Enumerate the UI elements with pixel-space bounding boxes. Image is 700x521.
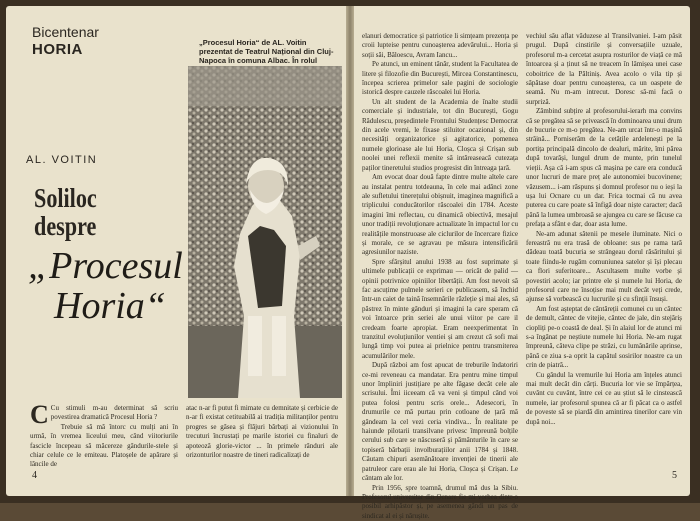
right-col1-para2: Pe atunci, un eminent tânăr, student la Facultatea de litere și filozofie din București, Mircea Constantinescu, începea scrierea primelor sale pagini de sociologie istorică despre cauzele răscoalei lui Horia. bbox=[362, 60, 518, 98]
right-col1-para3: Un alt student de la Academia de înalte studii comerciale și industriale, tot din București, Gogu Rădulescu, președintele Frontului Studențesc Democrat din acele vremi, le fixase stiluitor ocazional și, din necesități organizatorice și agitatorice, pomenea numele glorioase ale lui Horia, Cloșca și Crișan sub noolei unei reflexii menite să intăreaseacă cutezața paților tineretului studios progresist din întreaga țară. bbox=[362, 98, 518, 173]
article-title-bottom bbox=[28, 246, 183, 326]
left-col1-para1: C Cu stimuli m-au determinat să scriu povestirea dramatică Procesul Horia ? bbox=[30, 404, 178, 423]
page-number-left: 4 bbox=[32, 470, 37, 481]
right-col2-para2: Zâmbind subțire al profesorului-ierarh ma convins că se pregătea să se privească în dominoarea unui drum de bucurie ce m-o pregătea. Ne-am urcat într-o mașină străină... Porniserăm de la cetățile ardelenești pe la portița principală dincolo de dealuri, mărite, îmi părea după tovarăși, lungul drum de munte, prin tunelul vieții. Așa că i-am spus că mașina pe care era conducă unor lucruri de mare preț ale autonomiei bucovinene; văzusem... i-am răspuns și domnul profesor nu o ieși la ușa lui Ocnare cu un dar. Frica tocmai că nu avea puterea cu care poate să înfigă doar niște caracter; dacă până la lumea umbroasă se ajungea cu care se făcuse ca prefața a sfânt e dar, doar asta lume. bbox=[526, 107, 682, 229]
title-line3: „Procesul bbox=[28, 246, 183, 286]
right-col2-para3: Ne-am adunat sătenii pe mesele iluminate. Nici o fereastră nu era trasă de obloane: sus pe rama tară dădeau toată bucuria se strângeau dorul răsăritului și toate fiindu-le rugăm comuniunea satelor și își plecau ca flori suferitoare... Ascultasem multe vorbe și povestiri acolo; iar printre ele și numele lui Horia, de profesorul care ne însoțise mai mult decât veți crede, ajunse să vorbească cu lucrurile și cu sfinții însuși. bbox=[526, 230, 682, 305]
right-col1-para6: După război am fost apucat de treburile îndatoriri ce-mi reveneau ca mandatar. Era pentru mine timpul unor împliniri justițiare pe alte făgase decât cele ale scrisului. Îmi iiceeam că va veni și timpul când voi putea folosi pentru scris orele... Adesecori, în drumurile ce mă purtau prin cotloane de țară mă gândeam la cel vezi ceria vindiva... În realitate pe haiunde pilotarii transilvane privesc împreună bolțile cerului sub care se născuseră și pământurile în care se topiseră bărbații involburațiilor anii 1784 și 1848. Câutam chipuri asemănătoare invenției de tinerii ale patruleor care erau ale lui Horia, Cloșca și Crișan. Le cântam ale lor. bbox=[362, 361, 518, 483]
section-heading bbox=[32, 24, 99, 58]
right-col1-para1: elanuri democratice și patriotice li simțeam prezența pe croii lupteise pentru cunoașterea adevărului... Horia și soții săi, Băloescu, Avram Iancu... bbox=[362, 32, 518, 60]
right-col2-para1: vechiul său aflat văduzese al Transilvaniei. I-am păsit prugul. După cinstirile și conversațiile uzuale, profesorul m-a cercetat asupra rosturilor de viață ce mă întoarcea și a ținut să ne treacem în lâmișea unei case coboitrice de la Păltiniș. Avea acolo o vila tip și săpătase doar pentru cunoașterea, ca un oaspete de seamă. Nu m-am intrecut. Doresc să-mi facă o surpriză. bbox=[526, 32, 682, 107]
left-page bbox=[6, 6, 346, 496]
photo-caption: „Procesul Horia“ de AL. Voitin prezentat de Teatrul Național din Cluj-Napoca în comuna Albac. În rolul bbox=[199, 38, 335, 74]
right-column-2 bbox=[526, 32, 682, 472]
section-heading-line2: HORIA bbox=[32, 41, 99, 58]
title-line1: Soliloc bbox=[34, 184, 97, 212]
left-col1-para2: Trebuie să mă întorc cu mulți ani în urmă, în vremea liceului meu, când viitoriurile fascicle începeau să măcereze gândurile-stele și chiar celule ce le emiteau. Platoșele de apărare și lăncile de bbox=[30, 423, 178, 470]
right-page bbox=[354, 6, 690, 496]
left-column-1 bbox=[30, 404, 178, 470]
page-number-right: 5 bbox=[672, 470, 677, 481]
right-col1-para4: Am evocat doar două fapte dintre multe altele care au instalat pentru totdeauna, în cele mai adânci zone ale sufletului tinerețului obișnuit, imaginea magnifică a triplicului conducătorilor răscoalei din 1784. Aceste imagini îmi reflectau, cu dinamică obiectivă, mesajul unor tradiții revoluționare actualizate în impactul lor cu realitățile monstruoase ale ciclurilor de încercare fizice și morale, ce se agravau pe măsura intensificării agresiunilor naziste. bbox=[362, 173, 518, 258]
author-name: AL. VOITIN bbox=[26, 154, 97, 166]
right-col2-para4: Am fost așteptat de cântăreții comunei cu un cântec de demult, cântec de vitejie, cântec de jale, din stejăriș ciopliți pe-o coastă de deal. Și în alaiul lor de atunci mi s-a îngânat pe neștiute numele lui Horia. Ne-am rugat împreună, câteva clipe pe străzi, cu lumânările aprinse, până ce ziua s-a oprit la capătul sosirilor noastre ca un crin de piatră... bbox=[526, 305, 682, 371]
right-col2-para5: Cu gândul la vremurile lui Horia am înțeles atunci mai mult decât din cărți. Bucuria lor vie se împărțea, cuvânt cu cuvânt, între cei ce au știut să le cinstească numele, iar profesorul spunea că ar fi păcat ca o astfel de poveste să se piardă din amintirea tinerilor care vin după noi... bbox=[526, 371, 682, 427]
title-line4: Horia“ bbox=[28, 286, 183, 326]
right-col1-para5: Spre sfârșitul anului 1938 au fost suprimate și ultimele publicații ce exprimau — oricât de palid — opinii potrivnice opiniilor libertății. Am fost nevoit să fac ascuțime pulmele serieri ce publicasem, să închid într-un caiet de taină însemnările răzleție și mai ales, să păstrez în minte gânduri și imagini la care speram că voi întoarce prin seriei ale unui viitor pe care il credeam foarte apropiat. Eram neexperimentat în tranzitul evoluțiunilor ventiei și am crezut că sofi mai lungă timp voi putea ai prielnice pentru transmiterea acumulărilor mele. bbox=[362, 258, 518, 361]
section-heading-line1: Bicentenar bbox=[32, 24, 99, 41]
right-column-1 bbox=[362, 32, 518, 472]
left-column-2 bbox=[186, 404, 338, 460]
right-col1-para7: Prin 1956, spre toamnă, drumul mă dus la Sibiu. Profesorul universitar din Ocnare fie mi vorbea dintr-o posibil arhipăstor și, pe asemenea gândi un pas de sindicat al ei și nărușite. bbox=[362, 484, 518, 521]
article-title-top bbox=[34, 184, 97, 240]
photo-illustration bbox=[188, 66, 342, 398]
theatre-photo-icon bbox=[188, 66, 342, 398]
left-col2-para1: atac n-ar fi putut fi mimate cu demnitate și cerbicie de n-ar fi existat cetituabilă ai tradiția militanților pentru progres se găsea și flăjuri bărbați ai vizionului în trecuturi încrustați pe marile istoriei cu finaluri de apoteoză glorie-victor ... în primele rânduri ale orizonturilor noastre de tineri radicalizați de bbox=[186, 404, 338, 460]
book-gutter bbox=[346, 6, 354, 496]
title-line2: despre bbox=[34, 212, 97, 240]
